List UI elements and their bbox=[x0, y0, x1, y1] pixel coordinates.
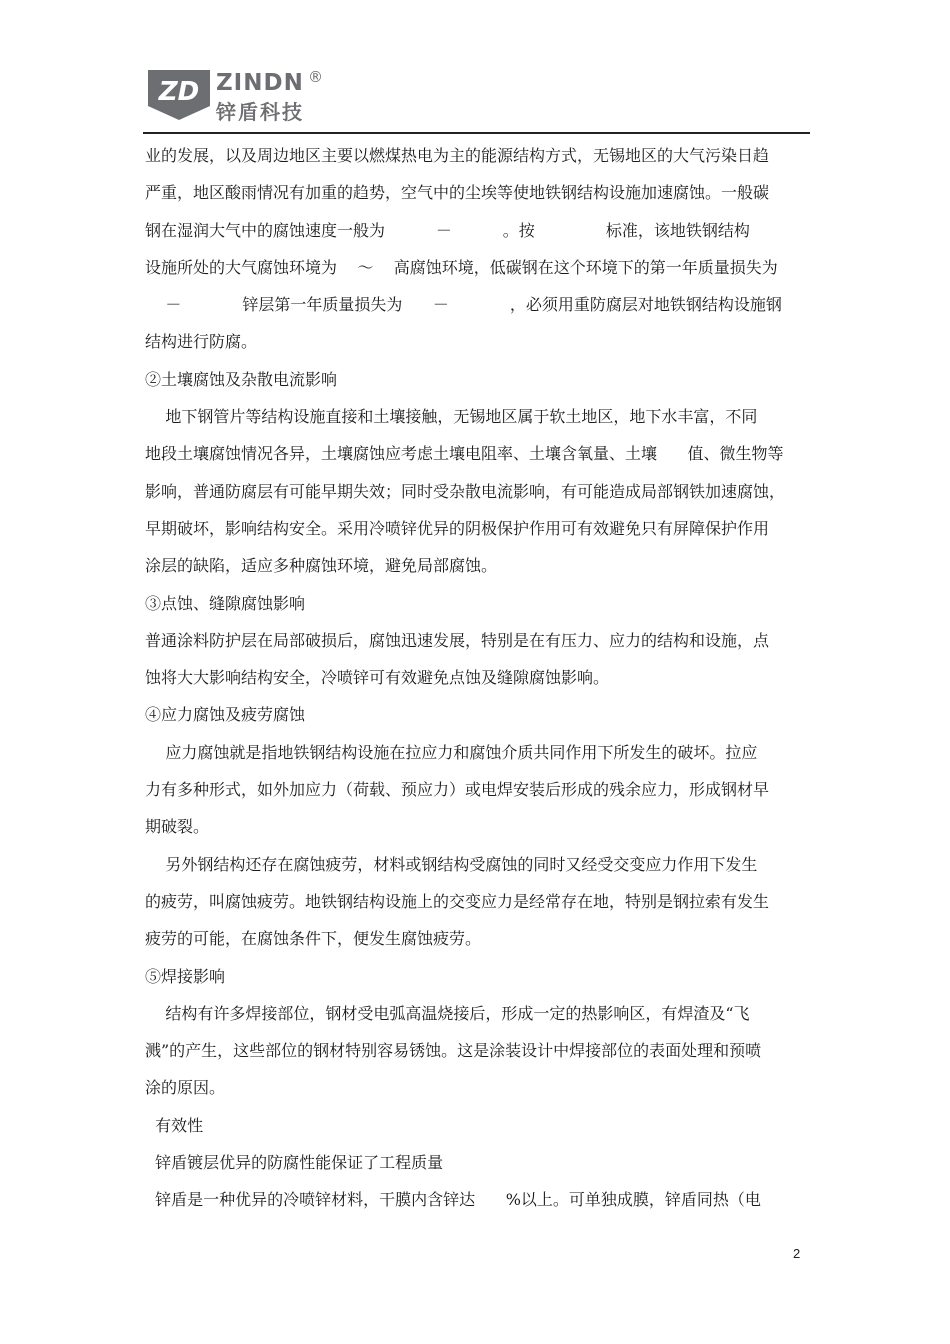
section-heading: ③点蚀、缝隙腐蚀影响 bbox=[145, 593, 306, 613]
text-line: 应力腐蚀就是指地铁钢结构设施在拉应力和腐蚀介质共同作用下所发生的破坏。拉应 bbox=[145, 742, 758, 762]
text-line: 钢在湿润大气中的腐蚀速度一般为 － 。按 标准，该地铁钢结构 bbox=[145, 220, 750, 240]
logo-brand-text: ZINDN bbox=[216, 70, 304, 96]
text-line: 影响，普通防腐层有可能早期失效；同时受杂散电流影响，有可能造成局部钢铁加速腐蚀， bbox=[145, 481, 786, 501]
document-body bbox=[145, 137, 805, 1219]
text-line: 地段土壤腐蚀情况各异，土壤腐蚀应考虑土壤电阻率、土壤含氧量、土壤 值、微生物等 bbox=[145, 444, 784, 464]
section-heading: 有效性 bbox=[145, 1115, 204, 1135]
text-line: 涂的原因。 bbox=[145, 1078, 226, 1098]
text-line: 结构有许多焊接部位，钢材受电弧高温烧接后，形成一定的热影响区，有焊渣及“飞 bbox=[145, 1003, 750, 1023]
text-line: 地下钢管片等结构设施直接和土壤接触，无锡地区属于软土地区，地下水丰富，不同 bbox=[145, 407, 758, 427]
zindn-logo-icon bbox=[148, 70, 210, 120]
logo-chinese-text: 锌盾科技 bbox=[216, 100, 304, 124]
text-line: 设施所处的大气腐蚀环境为 ～ 高腐蚀环境，低碳钢在这个环境下的第一年质量损失为 bbox=[145, 257, 778, 277]
text-line: 另外钢结构还存在腐蚀疲劳，材料或钢结构受腐蚀的同时又经受交变应力作用下发生 bbox=[145, 854, 758, 874]
text-line: 严重，地区酸雨情况有加重的趋势，空气中的尘埃等使地铁钢结构设施加速腐蚀。一般碳 bbox=[145, 183, 770, 203]
text-line: 蚀将大大影响结构安全，冷喷锌可有效避免点蚀及缝隙腐蚀影响。 bbox=[145, 668, 610, 688]
text-line: 锌盾镀层优异的防腐性能保证了工程质量 bbox=[145, 1153, 444, 1173]
text-line: 锌盾是一种优异的冷喷锌材料，干膜内含锌达 %以上。可单独成膜，锌盾同热（电 bbox=[145, 1190, 761, 1210]
text-line: 业的发展，以及周边地区主要以燃煤热电为主的能源结构方式，无锡地区的大气污染日趋 bbox=[145, 146, 770, 165]
header-divider bbox=[143, 132, 810, 134]
text-line: － 锌层第一年质量损失为 － ，必须用重防腐层对地铁钢结构设施钢 bbox=[145, 295, 782, 315]
section-heading: ④应力腐蚀及疲劳腐蚀 bbox=[145, 705, 306, 725]
text-line: 普通涂料防护层在局部破损后，腐蚀迅速发展，特别是在有压力、应力的结构和设施，点 bbox=[145, 630, 770, 650]
page-number: 2 bbox=[793, 1246, 801, 1261]
text-line: 涂层的缺陷，适应多种腐蚀环境，避免局部腐蚀。 bbox=[145, 556, 498, 576]
text-line: 期破裂。 bbox=[145, 817, 210, 837]
text-line: 的疲劳，叫腐蚀疲劳。地铁钢结构设施上的交变应力是经常存在地，特别是钢拉索有发生 bbox=[145, 891, 770, 911]
text-line: 溅”的产生，这些部位的钢材特别容易锈蚀。这是涂装设计中焊接部位的表面处理和预喷 bbox=[145, 1041, 762, 1061]
section-heading: ②土壤腐蚀及杂散电流影响 bbox=[145, 369, 338, 389]
section-heading: ⑤焊接影响 bbox=[145, 966, 226, 986]
registered-mark: ® bbox=[308, 68, 323, 86]
text-line: 力有多种形式，如外加应力（荷载、预应力）或电焊安装后形成的残余应力，形成钢材早 bbox=[145, 780, 770, 800]
text-line: 早期破坏，影响结构安全。采用冷喷锌优异的阴极保护作用可有效避免只有屏障保护作用 bbox=[145, 518, 770, 538]
text-line: 结构进行防腐。 bbox=[145, 332, 258, 352]
company-logo bbox=[148, 70, 348, 128]
text-line: 疲劳的可能，在腐蚀条件下，便发生腐蚀疲劳。 bbox=[145, 929, 482, 949]
logo-mark-text: ZD bbox=[158, 77, 200, 107]
